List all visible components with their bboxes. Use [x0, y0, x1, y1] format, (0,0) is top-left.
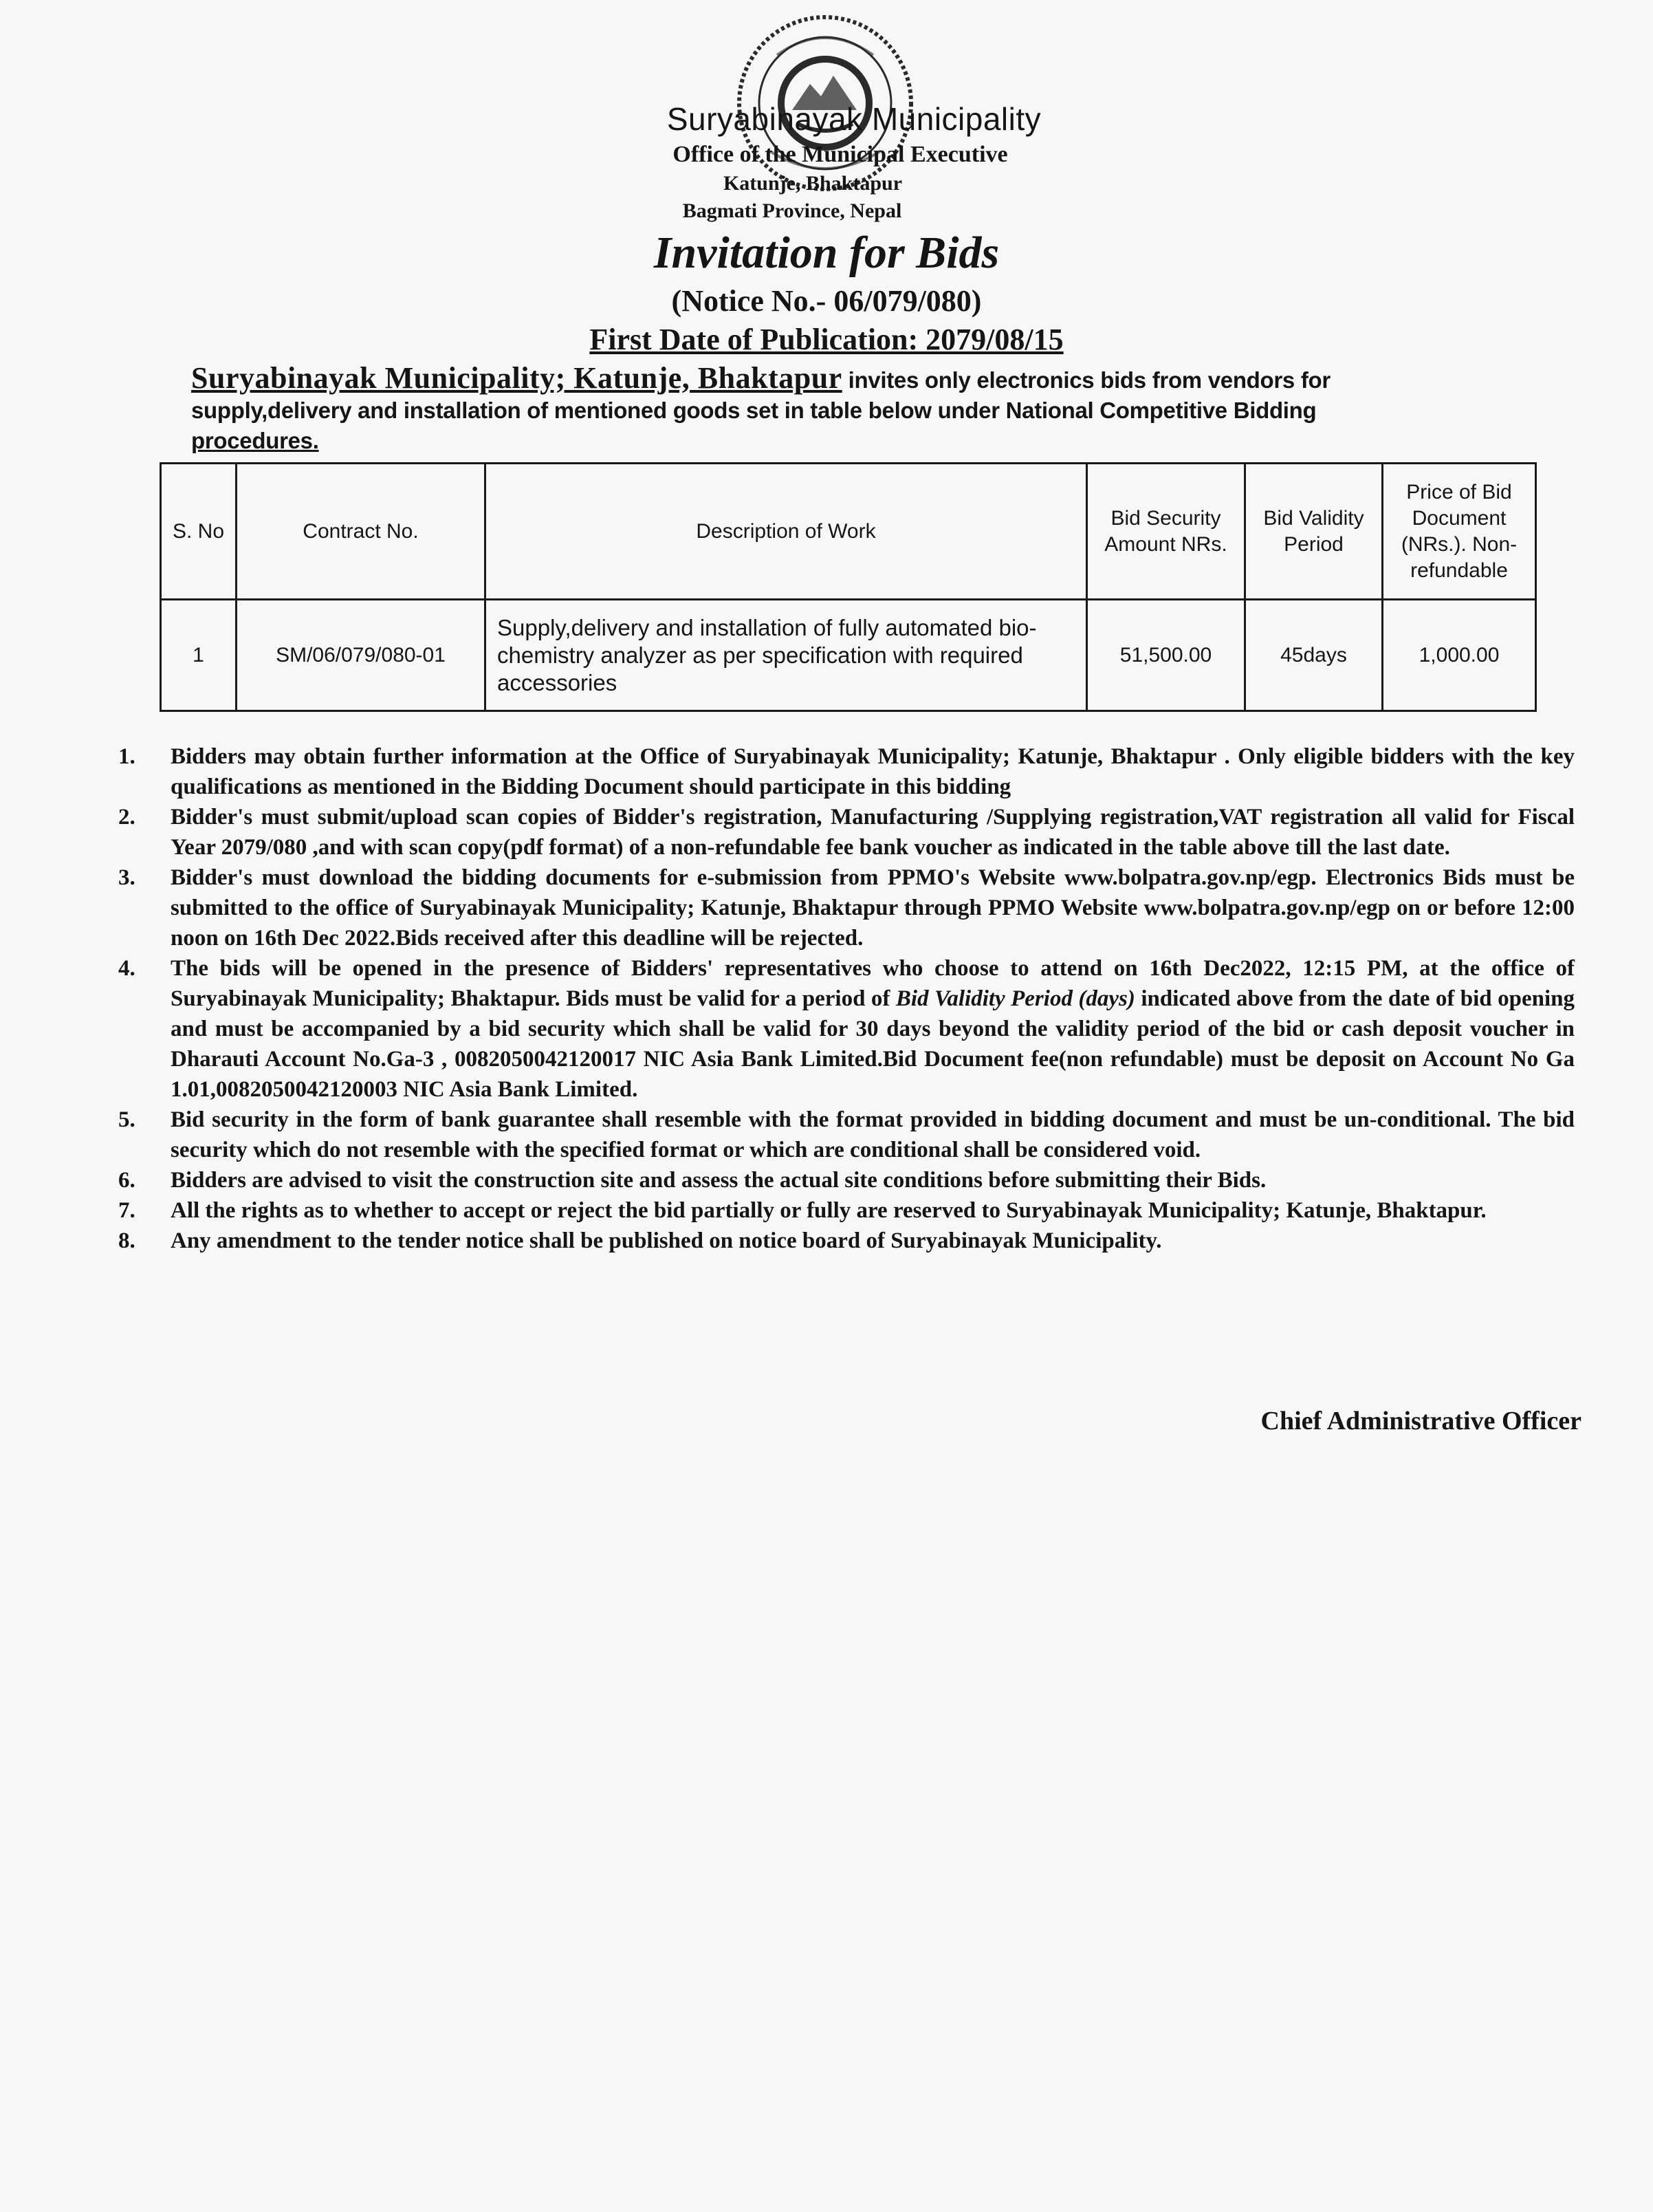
notice-number: (Notice No.- 06/079/080) [671, 284, 982, 318]
item-number: 5. [118, 1107, 135, 1132]
cell-bid-validity: 45days [1245, 600, 1383, 711]
item-number: 7. [118, 1198, 135, 1223]
item-number: 1. [118, 744, 135, 769]
header-bid-validity: Bid Validity Period [1245, 464, 1383, 600]
cell-contract-no: SM/06/079/080-01 [237, 600, 485, 711]
item-text: Bidders may obtain further information at the Office of Suryabinayak Municipality; Katunje, Bhaktapur . Only eligible bidders with the key qualifications as mentioned in the Bidding Document should participate in this bidding [171, 744, 1575, 799]
header-description: Description of Work [485, 464, 1087, 600]
item-text: The bids will be opened in the presence of Bidders' representatives who choose to attend on 16th Dec2022, 12:15 PM, at the office of Suryabinayak Municipality; Bhaktapur. Bids must be valid for a period of [171, 956, 1575, 1011]
cell-price-doc: 1,000.00 [1383, 600, 1536, 711]
list-item [110, 953, 1575, 1105]
intro-lead: Suryabinayak Municipality; Katunje, Bhaktapur [191, 361, 842, 395]
item-text: Bidders are advised to visit the construction site and assess the actual site conditions before submitting their Bids. [171, 1168, 1267, 1193]
item-text: All the rights as to whether to accept or reject the bid partially or fully are reserved to Suryabinayak Municipality; Katunje, Bhaktapur. [171, 1198, 1487, 1223]
list-item [110, 863, 1575, 953]
list-item [110, 1105, 1575, 1165]
header-contract-no: Contract No. [237, 464, 485, 600]
conditions-list [110, 741, 1575, 1256]
list-item [110, 1165, 1575, 1195]
item-text: Bid security in the form of bank guarantee shall resemble with the format provided in bidding document and must be un-conditional. The bid security which do not resemble with the specified format or which are conditional shall be considered void. [171, 1107, 1575, 1162]
intro-text: invites only electronics bids from vendors for supply,delivery and installation of mentioned goods set in table below under National Competitive Bidding [191, 367, 1331, 423]
document-title: Invitation for Bids [653, 228, 1000, 278]
list-item [110, 1226, 1575, 1256]
publication-date: First Date of Publication: 2079/08/15 [589, 323, 1064, 356]
signature-title: Chief Administrative Officer [1260, 1407, 1581, 1435]
header-sno: S. No [161, 464, 237, 600]
item-text: indicated above from the date of bid opening and must be accompanied by a bid security which shall be valid for 30 days beyond the validity period of the bid or cash deposit voucher in Dharauti Account No.Ga-3 , 0082050042120017 NIC Asia Bank Limited.Bid Document fee(non refundable) must be deposit on Account No Ga 1.01,0082050042120003 NIC Asia Bank Limited. [171, 986, 1575, 1102]
list-item [110, 1195, 1575, 1226]
item-text: Any amendment to the tender notice shall be published on notice board of Suryabinayak Municipality. [171, 1228, 1162, 1253]
item-number: 3. [118, 865, 135, 890]
item-text: Bidder's must download the bidding documents for e-submission from PPMO's Website www.bolpatra.gov.np/egp. Electronics Bids must be submitted to the office of Suryabinayak Municipality; Katunje, Bhaktapur through PPMO Website www.bolpatra.gov.np/egp on or before 12:00 noon on 16th Dec 2022.Bids received after this deadline will be rejected. [171, 865, 1575, 951]
list-item [110, 802, 1575, 863]
bid-table [160, 462, 1537, 712]
cell-bid-security: 51,500.00 [1087, 600, 1245, 711]
org-name: Suryabinayak Municipality [666, 101, 1042, 137]
item-text-italic: Bid Validity Period (days) [895, 986, 1135, 1011]
cell-sno: 1 [161, 600, 237, 711]
office-name: Office of the Municipal Executive [672, 142, 1008, 167]
table-header-row [161, 464, 1536, 600]
item-number: 8. [118, 1228, 135, 1253]
item-text: Bidder's must submit/upload scan copies of Bidder's registration, Manufacturing /Supplying registration,VAT registration all valid for Fiscal Year 2079/080 ,and with scan copy(pdf format) of a non-refundable fee bank voucher as indicated in the table above till the last date. [171, 805, 1575, 860]
intro-paragraph [191, 363, 1449, 456]
header-price-doc: Price of Bid Document (NRs.). Non-refundable [1383, 464, 1536, 600]
address-line-2: Bagmati Province, Nepal [682, 199, 902, 222]
item-number: 2. [118, 805, 135, 830]
list-item [110, 741, 1575, 802]
header-bid-security: Bid Security Amount NRs. [1087, 464, 1245, 600]
item-number: 6. [118, 1168, 135, 1193]
intro-procedures: procedures. [191, 428, 319, 453]
address-line-1: Katunje, Bhaktapur [723, 172, 903, 195]
table-row [161, 600, 1536, 711]
item-number: 4. [118, 956, 135, 981]
cell-description: Supply,delivery and installation of fully automated bio-chemistry analyzer as per specification with required accessories [485, 600, 1087, 711]
